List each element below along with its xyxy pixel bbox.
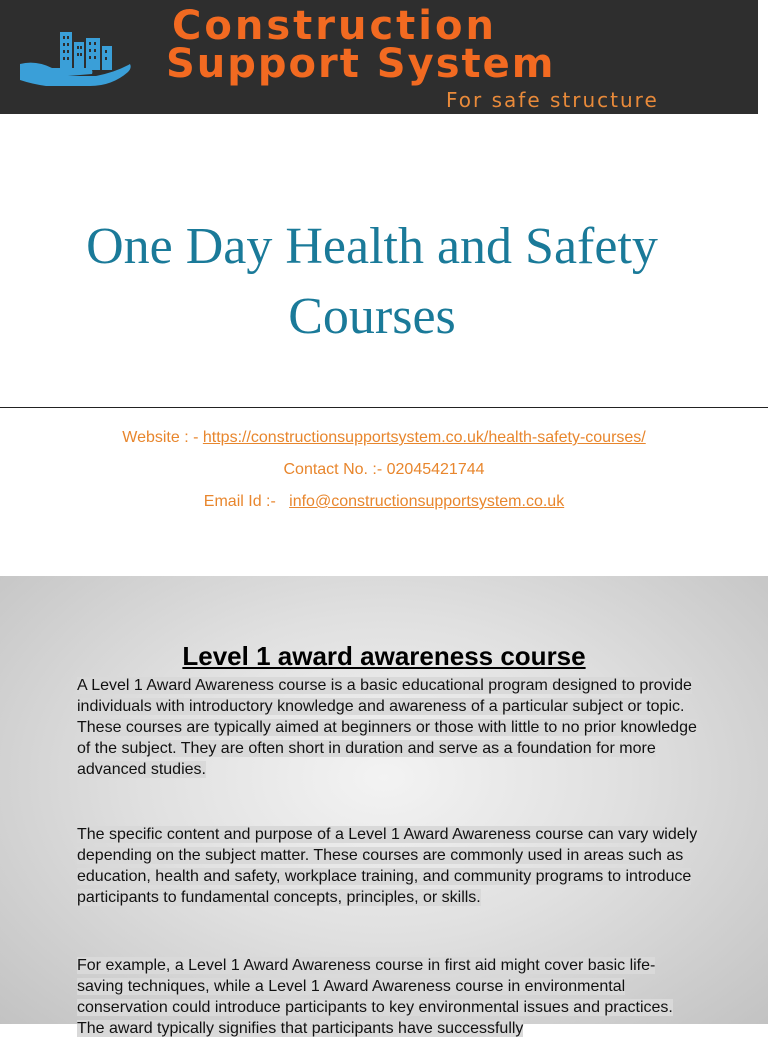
course-paragraph-2: The specific content and purpose of a Level 1 Award Awareness course can vary widely depending on the subject matter. These courses are commonly used in areas such as education, health and safety, workplace training, and community programs to introduce participants to fundamental concepts, principles, or skills.	[77, 826, 698, 906]
course-paragraph-3: For example, a Level 1 Award Awareness course in first aid might cover basic life-saving techniques, while a Level 1 Award Awareness course in environmental conservation could introduce participants to key environmental issues and practices. The award typically signifies that participants have successfully	[77, 957, 673, 1037]
email-row	[0, 492, 768, 512]
website-row	[0, 428, 768, 448]
email-link[interactable]: info@constructionsupportsystem.co.uk	[289, 493, 565, 510]
building-hand-logo-icon	[16, 24, 136, 88]
phone-row	[0, 460, 768, 480]
course-paragraph-1: A Level 1 Award Awareness course is a basic educational program designed to provide individuals with introductory knowledge and awareness of a particular subject or topic. These courses are typically aimed at beginners or those with little to no prior knowledge of the subject. They are often short in duration and serve as a foundation for more advanced studies.	[77, 677, 697, 778]
section-divider	[0, 407, 768, 408]
page-title-line2: Courses	[288, 288, 456, 345]
course-heading: Level 1 award awareness course	[182, 641, 586, 671]
header-banner	[0, 0, 758, 114]
course-section	[0, 576, 768, 1037]
website-label: Website : -	[122, 429, 203, 446]
page-title	[0, 212, 744, 352]
brand-name-line1: Construction	[172, 3, 497, 49]
brand-name-line2: Support System	[166, 41, 556, 87]
website-link[interactable]: https://constructionsupportsystem.co.uk/health-safety-courses/	[202, 429, 646, 446]
email-label: Email Id :-	[203, 493, 281, 510]
brand-tagline: For safe structure	[446, 88, 659, 112]
phone-text: Contact No. :- 02045421744	[283, 461, 485, 478]
page-title-line1: One Day Health and Safety	[86, 218, 658, 275]
